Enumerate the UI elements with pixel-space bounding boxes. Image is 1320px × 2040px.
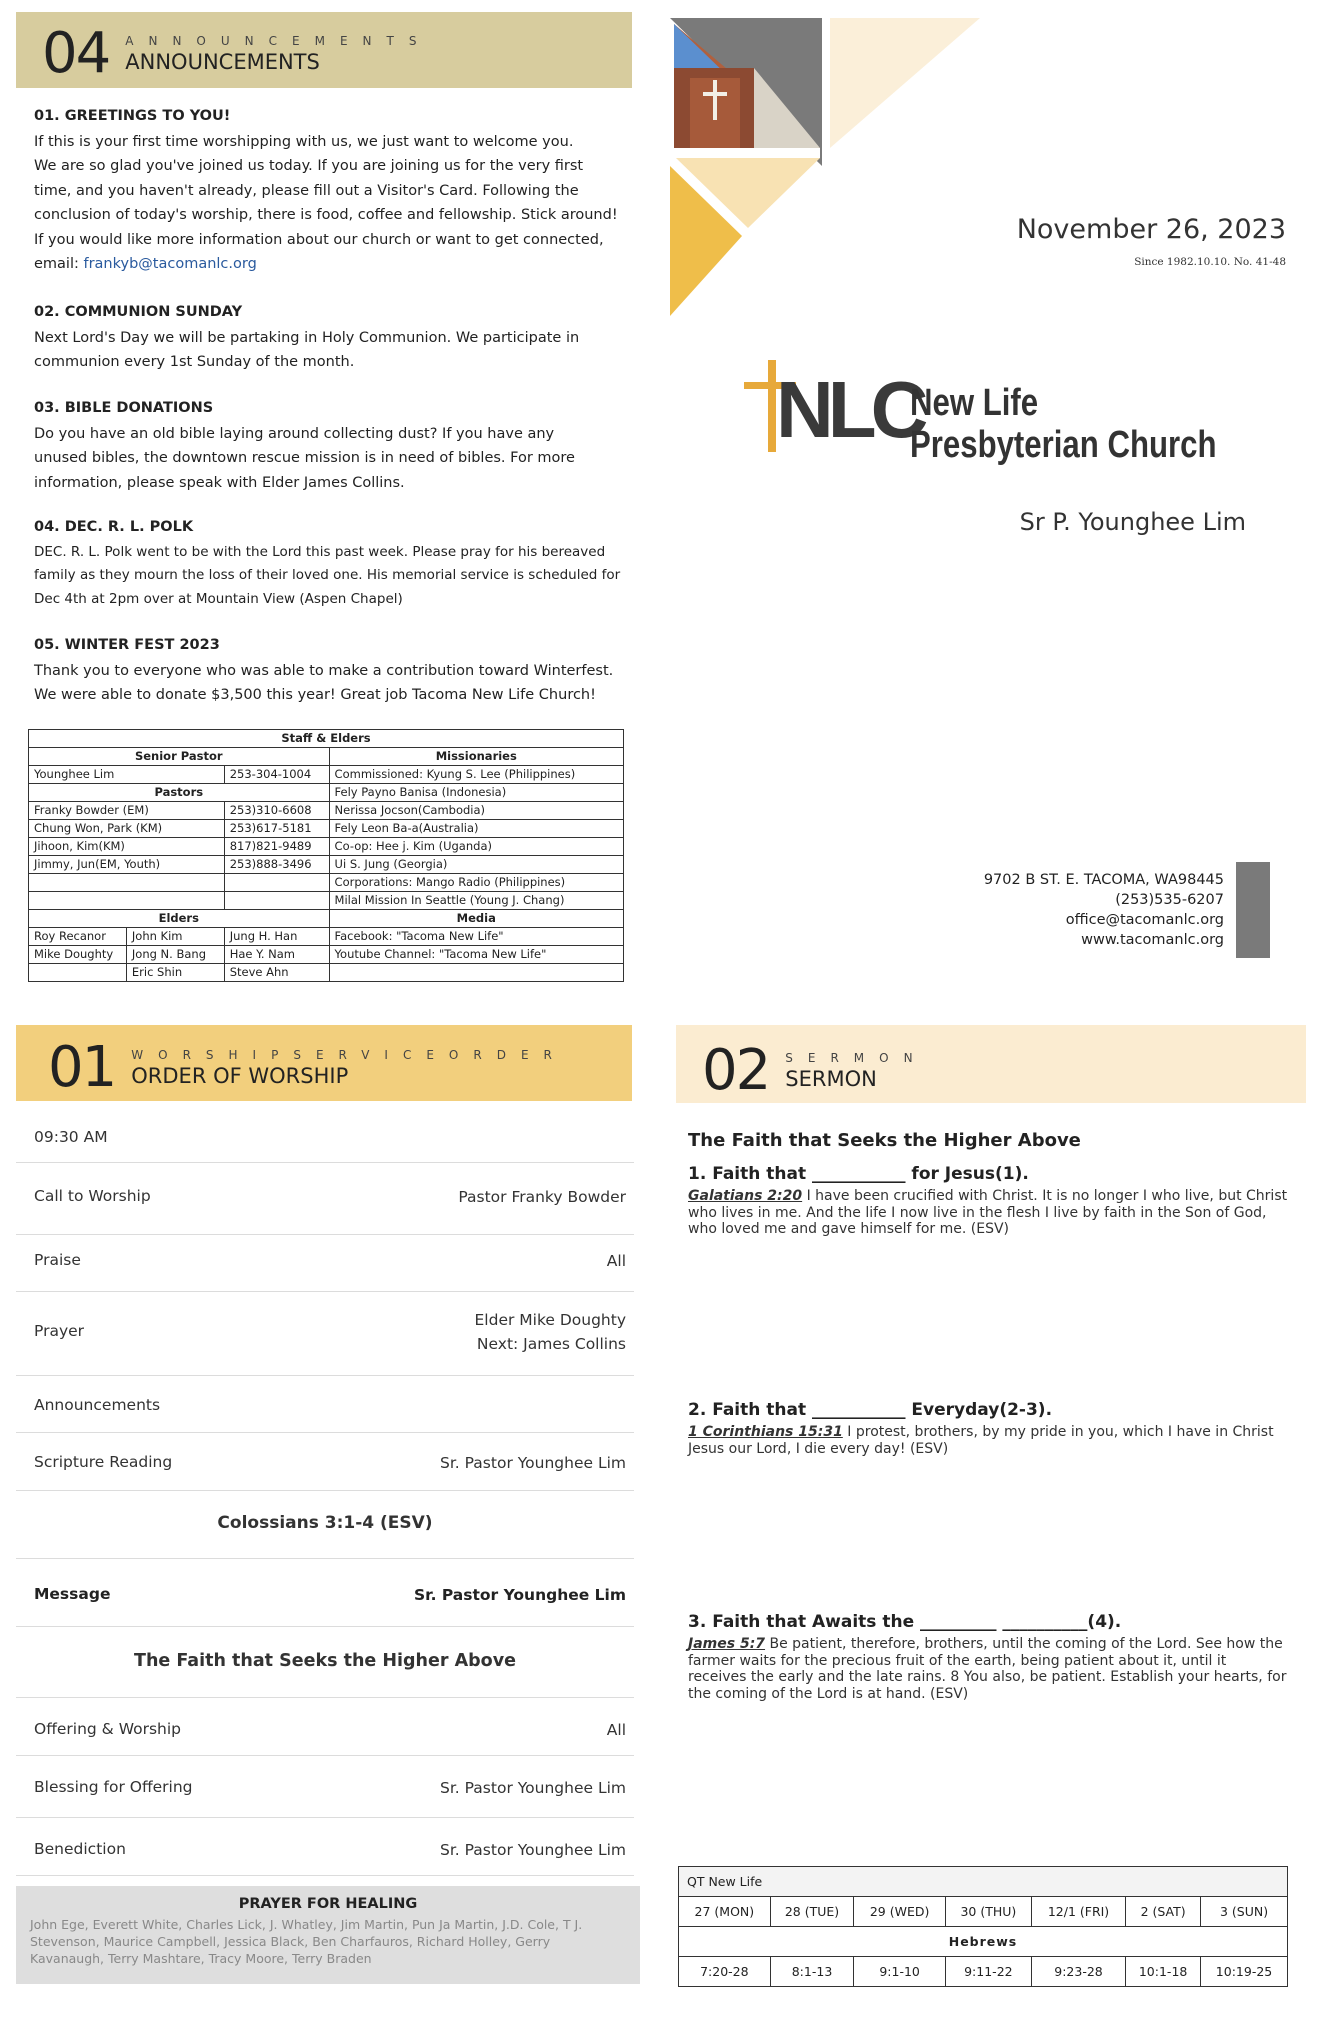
announcement-line: family as they mourn the loss of their loved one. His memorial service is scheduled for xyxy=(34,567,621,583)
announcements-header xyxy=(42,21,432,86)
elder: John Kim xyxy=(126,928,224,946)
section-number: 04 xyxy=(42,21,110,86)
section-number: 02 xyxy=(702,1038,770,1103)
worship-row xyxy=(16,1698,634,1756)
staff-phone: 817)821-9489 xyxy=(224,838,329,856)
worship-item-label: Blessing for Offering xyxy=(34,1778,193,1796)
cover-white-wedge xyxy=(670,148,820,158)
worship-item-leader: Sr. Pastor Younghee Lim xyxy=(413,1586,626,1604)
message-title: The Faith that Seeks the Higher Above xyxy=(134,1651,516,1671)
cover-date: November 26, 2023 xyxy=(1016,214,1286,245)
announcement-item xyxy=(34,633,624,708)
announcement-line: We are so glad you've joined us today. If you are joining us for the very first xyxy=(34,158,584,174)
church-name-line1: New Life xyxy=(910,382,1039,424)
media-label: Media xyxy=(329,910,623,928)
healing-names-line: John Ege, Everett White, Charles Lick, J. Whatley, Jim Martin, Pun Ja Martin, J.D. Cole, T J. xyxy=(30,1917,583,1932)
scripture-text: I have been crucified with Christ. It is no longer I who live, but Christ who lives in me. And the life I now live in the flesh I live by faith in the Son of God, who loved me and gave himself for me. (ESV) xyxy=(688,1188,1288,1237)
scripture-reference: 1 Corinthians 15:31 xyxy=(688,1424,843,1440)
worship-item-leader: Sr. Pastor Younghee Lim xyxy=(440,1841,626,1859)
announcement-line: If this is your first time worshipping with us, we just want to welcome you. xyxy=(34,133,574,150)
announcement-line: communion every 1st Sunday of the month. xyxy=(34,354,355,370)
church-logo xyxy=(738,356,1258,466)
elder: Jung H. Han xyxy=(224,928,329,946)
worship-item-leader-line: Next: James Collins xyxy=(476,1335,626,1353)
qt-passage: 10:19-25 xyxy=(1201,1957,1288,1987)
staff-table-title: Staff & Elders xyxy=(29,730,624,748)
staff-name: Chung Won, Park (KM) xyxy=(29,820,225,838)
section-title: ORDER OF WORSHIP xyxy=(131,1064,349,1088)
announcement-line: Dec 4th at 2pm over at Mountain View (Aspen Chapel) xyxy=(34,590,403,607)
healing-names-line: Stevenson, Maurice Campbell, Jessica Black, Ben Charfauros, Richard Holley, Gerry xyxy=(30,1934,551,1949)
scripture-passage: Colossians 3:1-4 (ESV) xyxy=(217,1513,433,1533)
cover-geometric-art xyxy=(670,18,1010,328)
media-item: Facebook: "Tacoma New Life" xyxy=(329,928,623,946)
announcement-line: information, please speak with Elder James Collins. xyxy=(34,474,405,491)
staff-elders-table xyxy=(28,729,624,982)
prayer-for-healing-box xyxy=(16,1886,640,1984)
qt-reading-table xyxy=(678,1866,1288,1987)
scripture-text: Be patient, therefore, brothers, until the coming of the Lord. See how the farmer waits for the precious fruit of the earth, being patient about it, until it receives the early and the late rains. 8 You also, be patient. Establish your hearts, for the coming of the Lord is at hand. (ESV) xyxy=(688,1636,1287,1702)
logo-letters: NLC xyxy=(776,365,923,454)
healing-title: PRAYER FOR HEALING xyxy=(238,1896,418,1912)
missionary: Nerissa Jocson(Cambodia) xyxy=(329,802,623,820)
address: 9702 B ST. E. TACOMA, WA98445 xyxy=(983,872,1224,888)
missionary: Corporations: Mango Radio (Philippines) xyxy=(329,874,623,892)
worship-item-leader: Sr. Pastor Younghee Lim xyxy=(440,1454,626,1472)
worship-time-row xyxy=(16,1118,634,1163)
worship-item-leader xyxy=(475,1308,627,1356)
healing-names xyxy=(30,1916,626,1967)
scripture-reference: Galatians 2:20 xyxy=(688,1188,803,1204)
qt-day: 28 (TUE) xyxy=(770,1897,854,1927)
announcement-heading: 02. COMMUNION SUNDAY xyxy=(34,304,243,320)
scripture-reference: James 5:7 xyxy=(688,1636,766,1652)
announcement-line: time, and you haven't already, please fill out a Visitor's Card. Following the xyxy=(34,182,579,199)
sermon-point-heading: 1. Faith that ___________ for Jesus(1). xyxy=(688,1164,1029,1184)
email-link[interactable]: frankyb@tacomanlc.org xyxy=(83,256,257,272)
elder xyxy=(29,964,127,982)
section-title: SERMON xyxy=(785,1067,877,1091)
section-spaced-title: WORSHIPSERVICEORDER xyxy=(131,1048,567,1062)
qt-day: 27 (MON) xyxy=(679,1897,771,1927)
qt-passage: 9:11-22 xyxy=(945,1957,1031,1987)
announcement-line: conclusion of today's worship, there is food, coffee and fellowship. Stick around! xyxy=(34,207,618,223)
qt-passage: 8:1-13 xyxy=(770,1957,854,1987)
announcement-item xyxy=(34,396,624,495)
sermon-point-heading: 3. Faith that Awaits the _________ __________(4). xyxy=(688,1612,1122,1632)
staff-name: Franky Bowder (EM) xyxy=(29,802,225,820)
qt-title: QT New Life xyxy=(679,1867,1288,1897)
staff-phone: 253-304-1004 xyxy=(224,766,329,784)
scripture-text: I protest, brothers, by my pride in you, which I have in Christ Jesus our Lord, I die every day! (ESV) xyxy=(688,1424,1274,1457)
section-title: ANNOUNCEMENTS xyxy=(125,50,320,74)
sermon-point xyxy=(688,1612,1288,1702)
worship-item-label: Praise xyxy=(34,1251,81,1269)
sermon-header xyxy=(702,1038,928,1103)
sermon-point-heading: 2. Faith that ___________ Everyday(2-3). xyxy=(688,1400,1053,1420)
worship-item-label: Prayer xyxy=(34,1322,85,1340)
worship-item-leader-line: Elder Mike Doughty xyxy=(474,1311,626,1329)
qt-day: 12/1 (FRI) xyxy=(1031,1897,1125,1927)
senior-pastor-label: Senior Pastor xyxy=(29,748,330,766)
cover-since: Since 1982.10.10. No. 41-48 xyxy=(1134,256,1286,268)
announcement-heading: 03. BIBLE DONATIONS xyxy=(34,400,214,416)
missionary: Ui S. Jung (Georgia) xyxy=(329,856,623,874)
announcement-line: Next Lord's Day we will be partaking in Holy Communion. We participate in xyxy=(34,329,580,346)
missionary: Fely Payno Banisa (Indonesia) xyxy=(329,784,623,802)
section-spaced-title: ANNOUNCEMENTS xyxy=(125,34,432,48)
missionaries-label: Missionaries xyxy=(329,748,623,766)
announcement-heading: 01. GREETINGS TO YOU! xyxy=(34,108,231,124)
cover-pastor: Sr P. Younghee Lim xyxy=(1019,508,1246,536)
staff-name: Jihoon, Kim(KM) xyxy=(29,838,225,856)
worship-item-leader: All xyxy=(606,1721,626,1739)
sermon-point xyxy=(688,1400,1288,1457)
announcement-line: We were able to donate $3,500 this year! Great job Tacoma New Life Church! xyxy=(34,687,596,703)
staff-phone: 253)310-6608 xyxy=(224,802,329,820)
worship-row xyxy=(16,1818,634,1876)
elder: Jong N. Bang xyxy=(126,946,224,964)
staff-name: Younghee Lim xyxy=(29,766,225,784)
staff-phone: 253)617-5181 xyxy=(224,820,329,838)
worship-item-label: Call to Worship xyxy=(34,1187,151,1205)
announcement-line: unused bibles, the downtown rescue mission is in need of bibles. For more xyxy=(34,450,575,466)
contact-gray-bar xyxy=(1236,862,1270,958)
missionary: Fely Leon Ba-a(Australia) xyxy=(329,820,623,838)
section-number: 01 xyxy=(48,1035,116,1100)
qt-day: 29 (WED) xyxy=(854,1897,946,1927)
worship-item-label: Scripture Reading xyxy=(34,1453,173,1471)
sermon-point xyxy=(688,1164,1288,1238)
qt-passage: 9:1-10 xyxy=(854,1957,946,1987)
worship-item-label: Announcements xyxy=(34,1396,161,1414)
worship-item-leader: All xyxy=(606,1252,626,1270)
church-name-line2: Presbyterian Church xyxy=(910,424,1217,466)
worship-item-leader: Pastor Franky Bowder xyxy=(458,1188,626,1206)
worship-row xyxy=(16,1559,634,1627)
sermon-point-scripture xyxy=(688,1636,1288,1702)
healing-names-line: Kavanaugh, Terry Mashtare, Tracy Moore, Terry Braden xyxy=(30,1951,372,1966)
worship-row xyxy=(16,1433,634,1491)
sermon-point-scripture xyxy=(688,1188,1288,1238)
worship-row xyxy=(16,1292,634,1376)
announcement-line: Thank you to everyone who was able to make a contribution toward Winterfest. xyxy=(34,662,614,679)
worship-item-label: Offering & Worship xyxy=(34,1720,182,1738)
email-label: email: xyxy=(34,256,84,272)
announcement-line: Do you have an old bible laying around collecting dust? If you have any xyxy=(34,425,555,442)
announcement-heading: 05. WINTER FEST 2023 xyxy=(34,637,220,653)
worship-scripture-row xyxy=(16,1491,634,1559)
phone: (253)535-6207 xyxy=(1115,892,1224,908)
staff-phone: 253)888-3496 xyxy=(224,856,329,874)
worship-header xyxy=(48,1035,567,1100)
section-spaced-title: SERMON xyxy=(785,1051,928,1065)
announcement-item xyxy=(34,104,624,277)
worship-message-row xyxy=(16,1627,634,1698)
elder: Steve Ahn xyxy=(224,964,329,982)
missionary: Commissioned: Kyung S. Lee (Philippines) xyxy=(329,766,623,784)
elder: Roy Recanor xyxy=(29,928,127,946)
missionary: Milal Mission In Seattle (Young J. Chang) xyxy=(329,892,623,910)
qt-day: 30 (THU) xyxy=(945,1897,1031,1927)
announcement-item xyxy=(34,300,624,375)
qt-day: 2 (SAT) xyxy=(1126,1897,1201,1927)
worship-time: 09:30 AM xyxy=(34,1128,108,1146)
worship-row xyxy=(16,1756,634,1818)
media-item: Youtube Channel: "Tacoma New Life" xyxy=(329,946,623,964)
pastors-label: Pastors xyxy=(29,784,330,802)
email-link[interactable]: office@tacomanlc.org xyxy=(1065,912,1224,928)
cover-pale-triangle xyxy=(830,18,980,148)
worship-item-label: Message xyxy=(34,1585,111,1603)
contact-block xyxy=(984,870,1224,950)
announcement-heading: 04. DEC. R. L. POLK xyxy=(34,519,194,535)
worship-item-leader: Sr. Pastor Younghee Lim xyxy=(440,1779,626,1797)
staff-name: Jimmy, Jun(EM, Youth) xyxy=(29,856,225,874)
worship-row xyxy=(16,1235,634,1292)
elder: Mike Doughty xyxy=(29,946,127,964)
worship-row xyxy=(16,1163,634,1235)
elder: Eric Shin xyxy=(126,964,224,982)
announcement-line: If you would like more information about our church or want to get connected, xyxy=(34,231,604,248)
announcement-line: DEC. R. L. Polk went to be with the Lord this past week. Please pray for his bereaved xyxy=(34,543,606,560)
missionary: Co-op: Hee j. Kim (Uganda) xyxy=(329,838,623,856)
qt-day: 3 (SUN) xyxy=(1201,1897,1288,1927)
announcement-line xyxy=(34,252,624,277)
qt-passage: 10:1-18 xyxy=(1126,1957,1201,1987)
announcement-item xyxy=(34,516,624,611)
qt-book: Hebrews xyxy=(679,1927,1288,1957)
elder: Hae Y. Nam xyxy=(224,946,329,964)
sermon-point-scripture xyxy=(688,1424,1288,1457)
worship-item-label: Benediction xyxy=(34,1840,126,1858)
sermon-main-title: The Faith that Seeks the Higher Above xyxy=(688,1130,1081,1151)
elders-label: Elders xyxy=(29,910,330,928)
worship-row xyxy=(16,1376,634,1433)
qt-passage: 7:20-28 xyxy=(679,1957,771,1987)
qt-passage: 9:23-28 xyxy=(1031,1957,1125,1987)
website-link[interactable]: www.tacomanlc.org xyxy=(1081,932,1224,948)
